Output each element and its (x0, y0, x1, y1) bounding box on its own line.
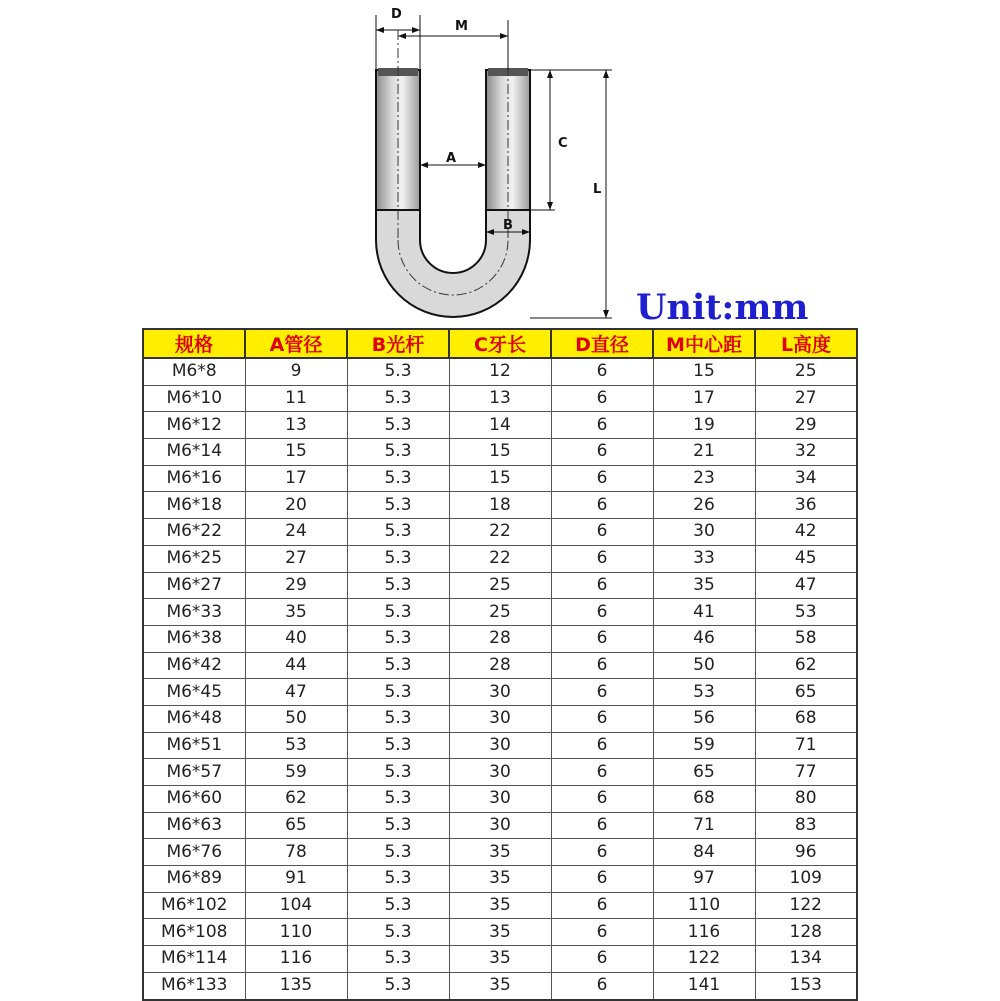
cell-a: 44 (245, 652, 347, 679)
cell-c: 15 (449, 465, 551, 492)
label-m: M (455, 19, 468, 34)
table-row (143, 812, 857, 839)
cell-m: 35 (653, 572, 755, 599)
cell-b: 5.3 (347, 732, 449, 759)
table-row (143, 439, 857, 466)
cell-c: 28 (449, 625, 551, 652)
cell-spec: M6*14 (143, 439, 245, 466)
table-body (143, 358, 857, 1000)
header-a: A管径 (245, 329, 347, 358)
header-b: B光杆 (347, 329, 449, 358)
cell-d: 6 (551, 625, 653, 652)
cell-l: 134 (755, 946, 857, 973)
cell-d: 6 (551, 545, 653, 572)
label-c: C (558, 136, 568, 151)
label-d: D (391, 7, 402, 22)
header-l: L高度 (755, 329, 857, 358)
cell-spec: M6*45 (143, 679, 245, 706)
cell-m: 26 (653, 492, 755, 519)
cell-d: 6 (551, 492, 653, 519)
cell-c: 30 (449, 705, 551, 732)
u-bolt-diagram (0, 0, 1000, 330)
table-row (143, 786, 857, 813)
table-row (143, 759, 857, 786)
table-row (143, 625, 857, 652)
cell-b: 5.3 (347, 759, 449, 786)
header-d: D直径 (551, 329, 653, 358)
cell-l: 58 (755, 625, 857, 652)
table-row (143, 946, 857, 973)
cell-d: 6 (551, 519, 653, 546)
cell-c: 25 (449, 572, 551, 599)
cell-spec: M6*12 (143, 412, 245, 439)
cell-b: 5.3 (347, 705, 449, 732)
cell-d: 6 (551, 839, 653, 866)
cell-m: 21 (653, 439, 755, 466)
cell-c: 35 (449, 866, 551, 893)
cell-l: 80 (755, 786, 857, 813)
cell-d: 6 (551, 439, 653, 466)
cell-m: 33 (653, 545, 755, 572)
cell-b: 5.3 (347, 866, 449, 893)
cell-c: 12 (449, 358, 551, 385)
cell-m: 19 (653, 412, 755, 439)
table-row (143, 839, 857, 866)
cell-d: 6 (551, 412, 653, 439)
table-row (143, 652, 857, 679)
cell-c: 30 (449, 679, 551, 706)
cell-l: 96 (755, 839, 857, 866)
cell-m: 46 (653, 625, 755, 652)
cell-m: 65 (653, 759, 755, 786)
cell-a: 110 (245, 919, 347, 946)
cell-spec: M6*63 (143, 812, 245, 839)
cell-m: 15 (653, 358, 755, 385)
cell-c: 30 (449, 732, 551, 759)
cell-m: 122 (653, 946, 755, 973)
cell-b: 5.3 (347, 385, 449, 412)
cell-c: 28 (449, 652, 551, 679)
cell-c: 30 (449, 786, 551, 813)
table-row (143, 866, 857, 893)
cell-spec: M6*42 (143, 652, 245, 679)
cell-a: 13 (245, 412, 347, 439)
cell-l: 83 (755, 812, 857, 839)
cell-b: 5.3 (347, 679, 449, 706)
cell-spec: M6*102 (143, 892, 245, 919)
cell-b: 5.3 (347, 358, 449, 385)
cell-l: 109 (755, 866, 857, 893)
table-row (143, 385, 857, 412)
cell-d: 6 (551, 972, 653, 999)
label-a: A (446, 151, 457, 166)
cell-m: 23 (653, 465, 755, 492)
table-row (143, 465, 857, 492)
table-row (143, 492, 857, 519)
cell-l: 45 (755, 545, 857, 572)
cell-a: 53 (245, 732, 347, 759)
cell-d: 6 (551, 705, 653, 732)
cell-spec: M6*8 (143, 358, 245, 385)
cell-l: 153 (755, 972, 857, 999)
cell-d: 6 (551, 599, 653, 626)
cell-spec: M6*48 (143, 705, 245, 732)
cell-a: 47 (245, 679, 347, 706)
cell-l: 53 (755, 599, 857, 626)
cell-l: 68 (755, 705, 857, 732)
table-row (143, 358, 857, 385)
cell-c: 25 (449, 599, 551, 626)
cell-m: 30 (653, 519, 755, 546)
cell-m: 56 (653, 705, 755, 732)
cell-m: 59 (653, 732, 755, 759)
label-l: L (593, 182, 602, 197)
cell-l: 25 (755, 358, 857, 385)
unit-label: Unit:mm (636, 287, 809, 328)
cell-d: 6 (551, 892, 653, 919)
cell-d: 6 (551, 919, 653, 946)
header-spec: 规格 (143, 329, 245, 358)
cell-d: 6 (551, 572, 653, 599)
cell-spec: M6*38 (143, 625, 245, 652)
cell-a: 65 (245, 812, 347, 839)
cell-spec: M6*133 (143, 972, 245, 999)
cell-l: 42 (755, 519, 857, 546)
cell-a: 27 (245, 545, 347, 572)
cell-d: 6 (551, 732, 653, 759)
cell-spec: M6*33 (143, 599, 245, 626)
header-m: M中心距 (653, 329, 755, 358)
table-row (143, 705, 857, 732)
table-row (143, 892, 857, 919)
cell-l: 77 (755, 759, 857, 786)
table-row (143, 519, 857, 546)
cell-m: 53 (653, 679, 755, 706)
cell-b: 5.3 (347, 412, 449, 439)
cell-b: 5.3 (347, 492, 449, 519)
cell-a: 78 (245, 839, 347, 866)
cell-b: 5.3 (347, 652, 449, 679)
cell-m: 17 (653, 385, 755, 412)
cell-d: 6 (551, 358, 653, 385)
cell-a: 15 (245, 439, 347, 466)
cell-m: 141 (653, 972, 755, 999)
cell-l: 71 (755, 732, 857, 759)
cell-m: 71 (653, 812, 755, 839)
cell-c: 15 (449, 439, 551, 466)
cell-m: 41 (653, 599, 755, 626)
table-row (143, 972, 857, 999)
cell-b: 5.3 (347, 946, 449, 973)
table-row (143, 679, 857, 706)
cell-d: 6 (551, 652, 653, 679)
spec-table (142, 328, 858, 1001)
cell-spec: M6*18 (143, 492, 245, 519)
cell-l: 122 (755, 892, 857, 919)
cell-m: 68 (653, 786, 755, 813)
table-row (143, 572, 857, 599)
table-row (143, 412, 857, 439)
cell-d: 6 (551, 866, 653, 893)
cell-c: 35 (449, 839, 551, 866)
cell-d: 6 (551, 786, 653, 813)
cell-l: 36 (755, 492, 857, 519)
cell-a: 20 (245, 492, 347, 519)
cell-spec: M6*10 (143, 385, 245, 412)
header-c: C牙长 (449, 329, 551, 358)
cell-a: 62 (245, 786, 347, 813)
cell-spec: M6*22 (143, 519, 245, 546)
cell-d: 6 (551, 812, 653, 839)
cell-c: 35 (449, 972, 551, 999)
cell-c: 35 (449, 946, 551, 973)
cell-b: 5.3 (347, 599, 449, 626)
cell-d: 6 (551, 385, 653, 412)
cell-spec: M6*108 (143, 919, 245, 946)
cell-m: 84 (653, 839, 755, 866)
cell-b: 5.3 (347, 839, 449, 866)
table-row (143, 599, 857, 626)
cell-spec: M6*114 (143, 946, 245, 973)
cell-b: 5.3 (347, 786, 449, 813)
cell-spec: M6*76 (143, 839, 245, 866)
cell-b: 5.3 (347, 572, 449, 599)
cell-d: 6 (551, 759, 653, 786)
cell-a: 17 (245, 465, 347, 492)
cell-m: 50 (653, 652, 755, 679)
cell-l: 29 (755, 412, 857, 439)
cell-l: 27 (755, 385, 857, 412)
cell-m: 97 (653, 866, 755, 893)
table-row (143, 732, 857, 759)
label-b: B (503, 218, 513, 233)
cell-a: 11 (245, 385, 347, 412)
cell-b: 5.3 (347, 439, 449, 466)
cell-spec: M6*89 (143, 866, 245, 893)
cell-b: 5.3 (347, 812, 449, 839)
cell-a: 29 (245, 572, 347, 599)
cell-spec: M6*16 (143, 465, 245, 492)
cell-b: 5.3 (347, 465, 449, 492)
cell-l: 65 (755, 679, 857, 706)
cell-c: 22 (449, 519, 551, 546)
cell-a: 91 (245, 866, 347, 893)
table-header-row (143, 329, 857, 358)
cell-spec: M6*51 (143, 732, 245, 759)
cell-c: 30 (449, 759, 551, 786)
cell-d: 6 (551, 946, 653, 973)
cell-c: 22 (449, 545, 551, 572)
cell-spec: M6*57 (143, 759, 245, 786)
table-row (143, 545, 857, 572)
cell-spec: M6*27 (143, 572, 245, 599)
cell-a: 116 (245, 946, 347, 973)
cell-c: 13 (449, 385, 551, 412)
cell-c: 30 (449, 812, 551, 839)
cell-l: 128 (755, 919, 857, 946)
cell-d: 6 (551, 679, 653, 706)
cell-spec: M6*25 (143, 545, 245, 572)
cell-c: 35 (449, 919, 551, 946)
cell-c: 18 (449, 492, 551, 519)
cell-a: 135 (245, 972, 347, 999)
cell-c: 35 (449, 892, 551, 919)
cell-l: 47 (755, 572, 857, 599)
cell-a: 9 (245, 358, 347, 385)
cell-a: 40 (245, 625, 347, 652)
cell-b: 5.3 (347, 625, 449, 652)
cell-d: 6 (551, 465, 653, 492)
cell-m: 110 (653, 892, 755, 919)
cell-l: 34 (755, 465, 857, 492)
cell-a: 24 (245, 519, 347, 546)
cell-m: 116 (653, 919, 755, 946)
cell-c: 14 (449, 412, 551, 439)
cell-b: 5.3 (347, 892, 449, 919)
cell-a: 104 (245, 892, 347, 919)
cell-a: 35 (245, 599, 347, 626)
cell-a: 59 (245, 759, 347, 786)
table-row (143, 919, 857, 946)
cell-l: 62 (755, 652, 857, 679)
cell-b: 5.3 (347, 545, 449, 572)
cell-b: 5.3 (347, 919, 449, 946)
cell-l: 32 (755, 439, 857, 466)
cell-a: 50 (245, 705, 347, 732)
cell-b: 5.3 (347, 519, 449, 546)
cell-spec: M6*60 (143, 786, 245, 813)
cell-b: 5.3 (347, 972, 449, 999)
